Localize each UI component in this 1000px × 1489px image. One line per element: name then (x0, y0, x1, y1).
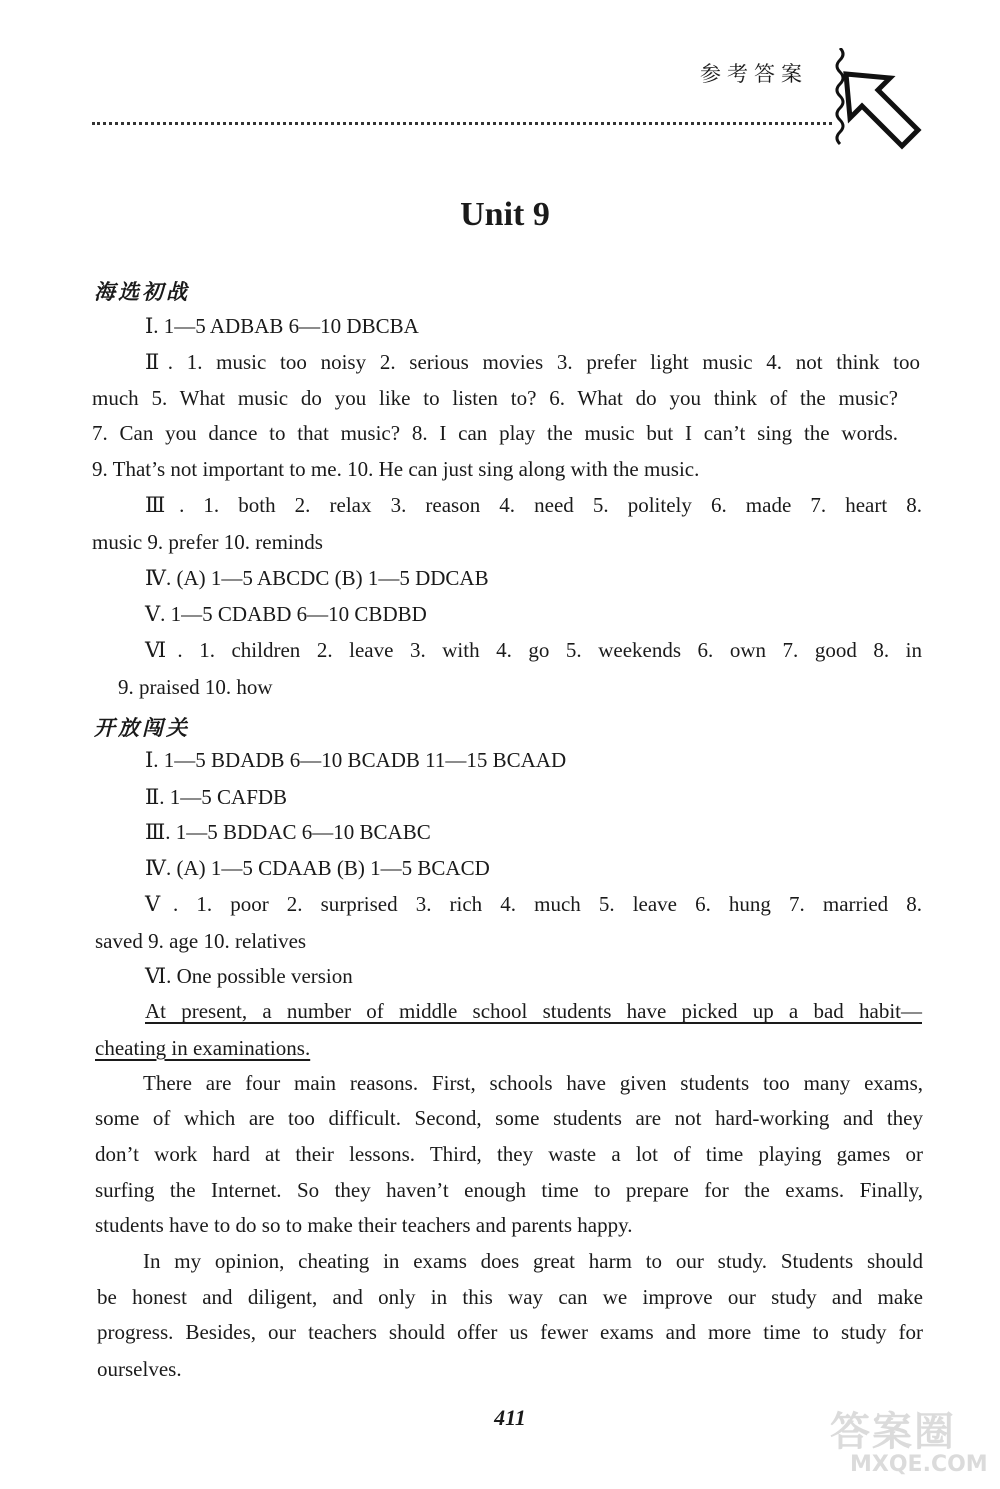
essay-line: some of which are too difficult. Second, some students are not hard-working and they (95, 1106, 923, 1130)
answer-line: 9. That’s not important to me. 10. He can just sing along with the music. (92, 457, 700, 481)
watermark-url: MXQE.COM (850, 1452, 988, 1477)
section-heading-1: 海选初战 (94, 280, 190, 304)
essay-line: progress. Besides, our teachers should offer us fewer exams and more time to study for (97, 1320, 923, 1344)
essay-line: There are four main reasons. First, schools have given students too many exams, (143, 1071, 923, 1095)
answer-line: Ⅰ. 1—5 BDADB 6—10 BCADB 11—15 BCAAD (145, 748, 567, 772)
essay-line: surfing the Internet. So they haven’t enough time to prepare for the exams. Finally, (95, 1178, 923, 1202)
answer-line: 7. Can you dance to that music? 8. I can play the music but I can’t sing the words. (92, 421, 898, 445)
essay-line-underlined: At present, a number of middle school students have picked up a bad habit— (145, 999, 922, 1023)
section-heading-2: 开放闯关 (94, 716, 190, 740)
watermark-text: 答案圈 (830, 1409, 956, 1455)
answer-line: Ⅱ. 1. music too noisy 2. serious movies 3. prefer light music 4. not think too (145, 350, 920, 374)
essay-line-underlined: cheating in examinations. (95, 1036, 311, 1060)
answer-line: music 9. prefer 10. reminds (92, 530, 323, 554)
essay-line: students have to do so to make their teachers and parents happy. (95, 1213, 633, 1237)
answer-line: Ⅵ. One possible version (145, 964, 353, 988)
answer-line: much 5. What music do you like to listen to? 6. What do you think of the music? (92, 386, 898, 410)
answer-line: Ⅴ. 1—5 CDABD 6—10 CBDBD (145, 602, 427, 626)
header-divider (92, 122, 832, 125)
essay-line: don’t work hard at their lessons. Third, they waste a lot of time playing games or (95, 1142, 923, 1166)
answer-line: Ⅴ. 1. poor 2. surprised 3. rich 4. much 5. leave 6. hung 7. married 8. (145, 892, 922, 916)
answer-line: Ⅰ. 1—5 ADBAB 6—10 DBCBA (145, 314, 419, 338)
essay-line: In my opinion, cheating in exams does great harm to our study. Students should (143, 1249, 923, 1273)
arrow-icon (840, 68, 924, 152)
answer-line: Ⅲ. 1—5 BDDAC 6—10 BCABC (145, 820, 431, 844)
header-title: 参考答案 (700, 62, 808, 86)
answer-line: saved 9. age 10. relatives (95, 929, 307, 953)
answer-line: Ⅱ. 1—5 CAFDB (145, 785, 288, 809)
page-number: 411 (494, 1405, 526, 1430)
essay-line: be honest and diligent, and only in this way can we improve our study and make (97, 1285, 923, 1309)
unit-title: Unit 9 (460, 196, 550, 233)
answer-line: 9. praised 10. how (118, 675, 273, 699)
answer-line: Ⅵ. 1. children 2. leave 3. with 4. go 5. weekends 6. own 7. good 8. in (145, 638, 922, 662)
watermark (830, 1400, 1000, 1485)
essay-line: ourselves. (97, 1357, 182, 1381)
answer-line: Ⅳ. (A) 1—5 ABCDC (B) 1—5 DDCAB (145, 566, 489, 590)
answer-line: Ⅲ. 1. both 2. relax 3. reason 4. need 5. politely 6. made 7. heart 8. (145, 493, 922, 517)
answer-line: Ⅳ. (A) 1—5 CDAAB (B) 1—5 BCACD (145, 856, 490, 880)
